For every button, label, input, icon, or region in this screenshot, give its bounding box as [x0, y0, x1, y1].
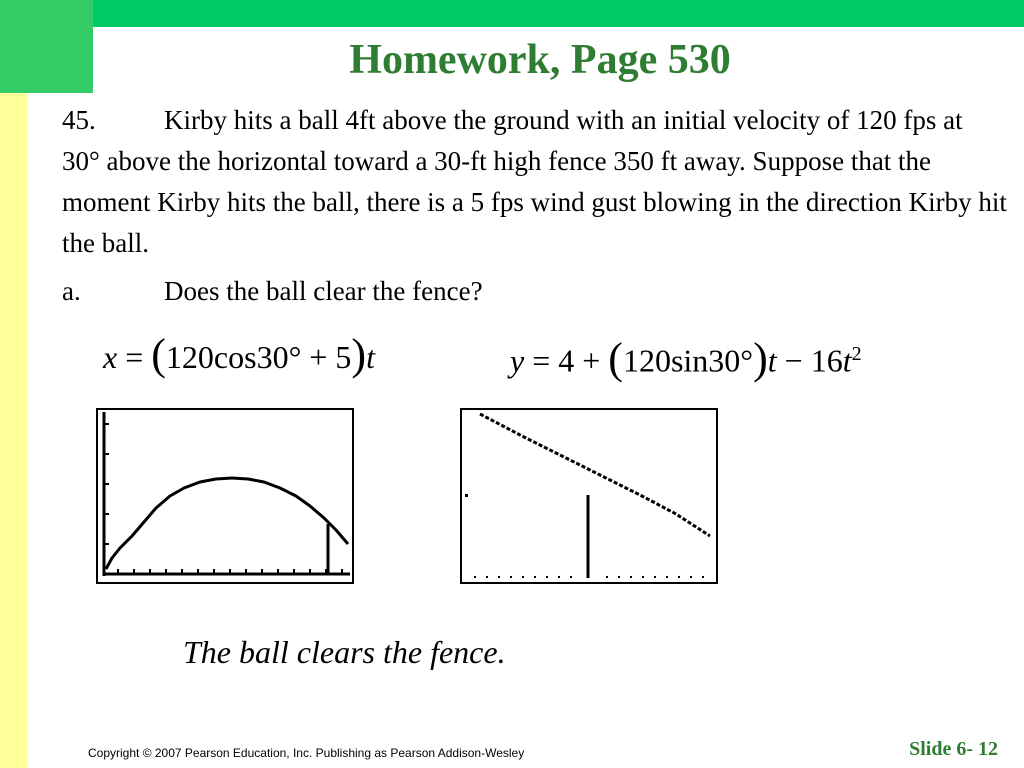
eq-y-var2: t [842, 342, 852, 379]
eq-x-body: 120cos30° + 5 [165, 339, 352, 375]
question-part-a [62, 276, 483, 307]
eq-y-close-paren: ) [753, 333, 768, 383]
eq-y-tail: − 16 [776, 342, 843, 379]
eq-y-open-paren: ( [608, 333, 623, 383]
trajectory-curve [106, 478, 348, 569]
slide-number: Slide 6- 12 [909, 738, 998, 760]
eq-x-equals: = [117, 339, 152, 375]
trajectory-segment [480, 414, 710, 536]
eq-x-var: t [366, 339, 375, 375]
problem-statement [62, 100, 1007, 264]
eq-x-open-paren: ( [151, 330, 166, 379]
slide-title: Homework, Page 530 [349, 37, 731, 83]
copyright-footer: Copyright © 2007 Pearson Education, Inc. Publishing as Pearson Addison-Wesley [88, 746, 525, 760]
eq-y-exponent: 2 [851, 343, 862, 365]
part-text: Does the ball clear the fence? [164, 276, 483, 306]
eq-y-equals: = 4 + [524, 342, 609, 379]
eq-y-body: 120sin30° [622, 342, 754, 379]
part-letter: a. [62, 276, 81, 306]
axis-point [465, 494, 468, 497]
eq-x-lhs: x [103, 339, 118, 375]
problem-number: 45. [62, 105, 96, 135]
eq-x-close-paren: ) [351, 330, 367, 379]
zoomed-fence-plot [462, 410, 716, 582]
eq-y-lhs: y [510, 342, 525, 379]
trajectory-plot [98, 410, 352, 582]
equation-y [510, 330, 862, 385]
trajectory-graph [96, 408, 354, 584]
top-accent-bar [0, 0, 1024, 27]
problem-text: Kirby hits a ball 4ft above the ground with an initial velocity of 120 fps at 30° above the horizontal toward a 30-ft high fence 350 ft away. Suppose that the moment Kirby hits the ball, there is a 5 fps wind gust blowing in the direction Kirby hit the ball. [62, 105, 1007, 258]
eq-y-var: t [767, 342, 777, 379]
zoomed-fence-graph [460, 408, 718, 584]
equation-x [103, 330, 375, 381]
side-accent-bar [0, 93, 27, 768]
conclusion-text: The ball clears the fence. [183, 634, 506, 670]
